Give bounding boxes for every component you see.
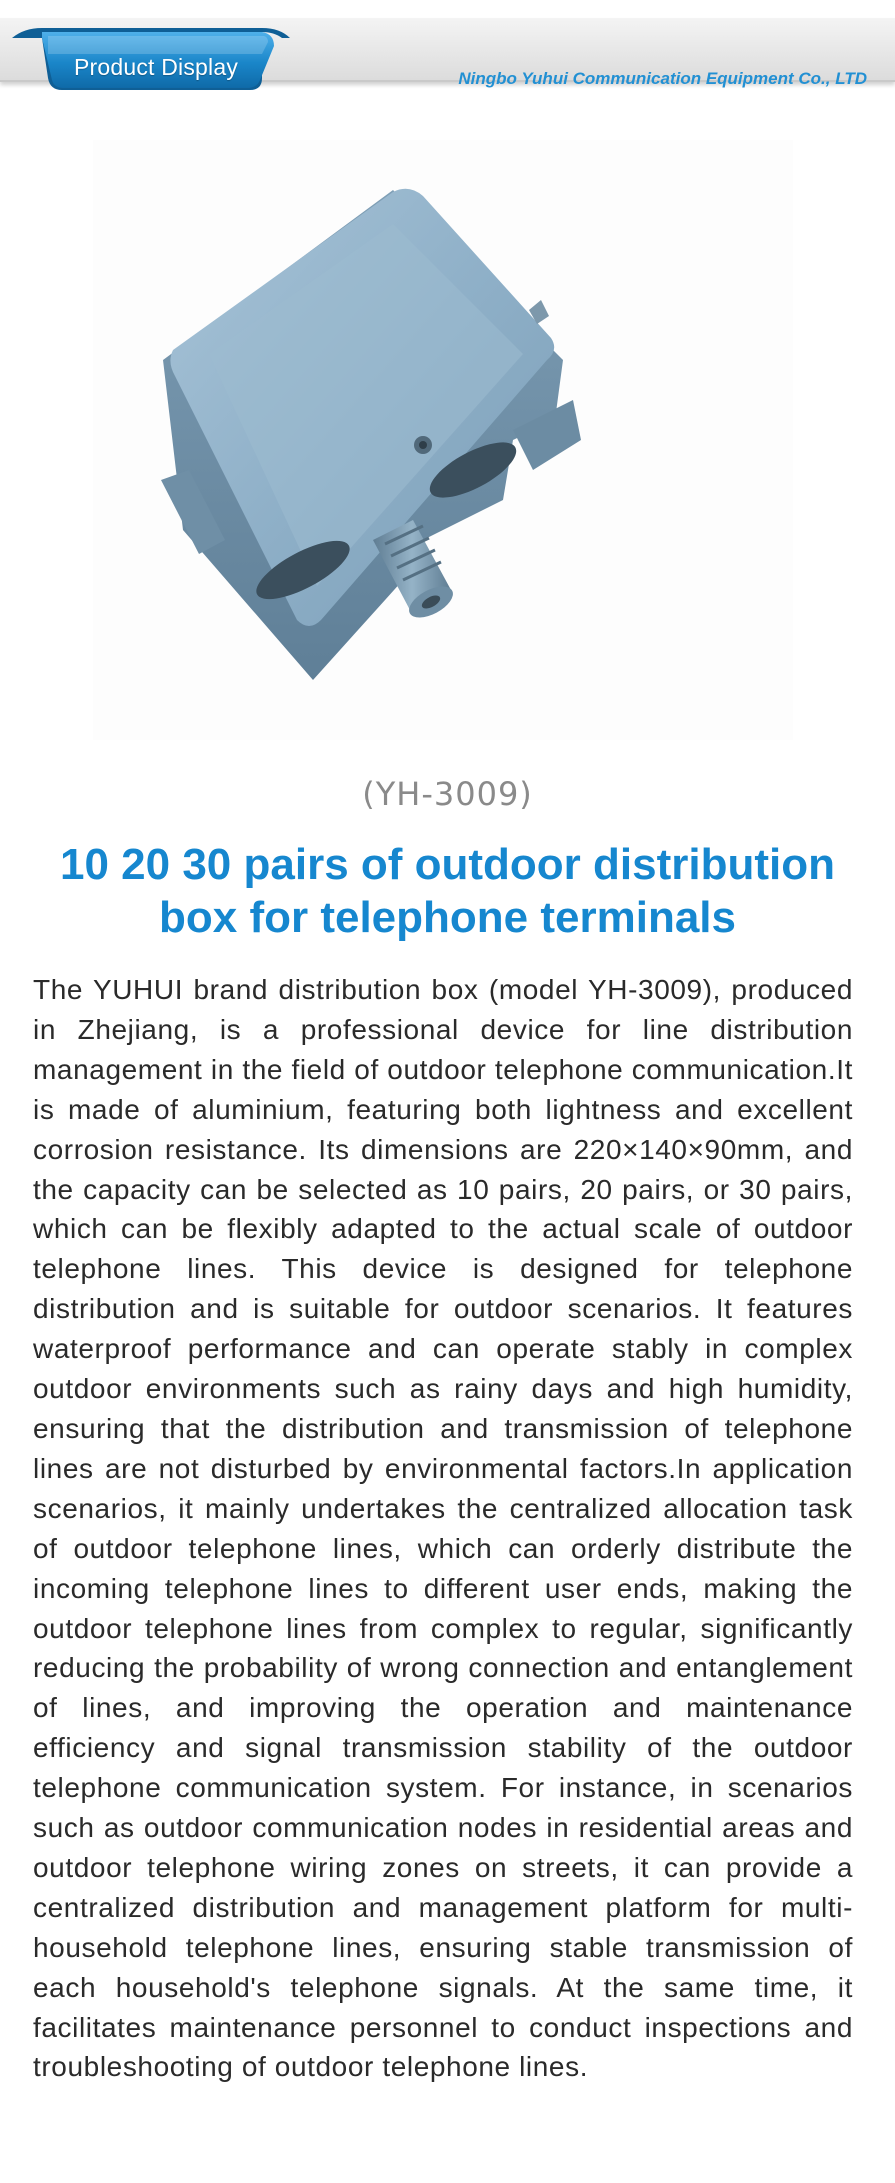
product-display-tab[interactable] [12,28,290,96]
company-name: Ningbo Yuhui Communication Equipment Co., LTD [458,69,867,88]
header-bar [0,18,895,88]
product-model: (YH-3009) [362,775,533,813]
product-description: The YUHUI brand distribution box (model YH-3009), produced in Zhejiang, is a professional device for line distribution management in the field of outdoor telephone communication.It is made of aluminium, featuring both lightness and excellent corrosion resistance. Its dimensions are 220×140×90mm, and the capacity can be selected as 10 pairs, 20 pairs, or 30 pairs, which can be flexibly adapted to the actual scale of outdoor telephone lines. This device is designed for telephone distribution and is suitable for outdoor scenarios. It features waterproof performance and can operate stably in complex outdoor environments such as rainy days and high humidity, ensuring that the distribution and transmission of telephone lines are not disturbed by environmental factors.In application scenarios, it mainly undertakes the centralized allocation task of outdoor telephone lines, which can orderly distribute the incoming telephone lines to different user ends, making the outdoor telephone lines from complex to regular, significantly reducing the probability of wrong connection and entanglement of lines, and improving the operation and maintenance efficiency and signal transmission stability of the outdoor telephone communication system. For instance, in scenarios such as outdoor communication nodes in residential areas and outdoor telephone wiring zones on streets, it can provide a centralized distribution and management platform for multi-household telephone lines, ensuring stable transmission of each household's telephone signals. At the same time, it facilitates maintenance personnel to conduct inspections and troubleshooting of outdoor telephone lines. [33,974,853,2083]
distribution-box-image [93,140,793,740]
product-title: 10 20 30 pairs of outdoor distribution box for telephone terminals [60,840,835,942]
tab-label: Product Display [73,54,239,80]
